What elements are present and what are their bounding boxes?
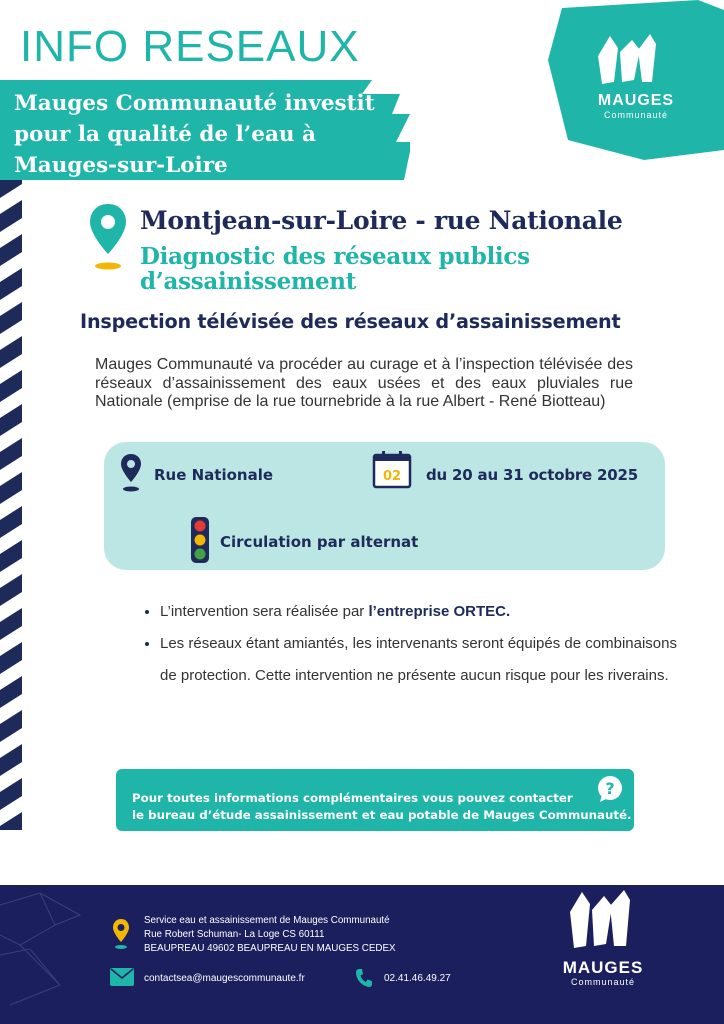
traffic-light-icon [190,516,210,568]
contact-text: Pour toutes informations complémentaires vous pouvez contacter le bureau d’étude assainissement et eau potable de Mauges Communauté. [132,791,632,822]
date-range: du 20 au 31 octobre 2025 [426,466,639,484]
list-item: • L’intervention sera réalisée par l’entreprise ORTEC. [160,596,690,628]
section-title: Montjean-sur-Loire - rue Nationale [140,206,623,235]
location-pin-icon [112,918,130,954]
bullet-list [142,596,690,692]
decorative-stripes [0,180,22,830]
logo-name: MAUGES [597,92,675,109]
phone-icon [355,968,373,992]
footer-address: Service eau et assainissement de Mauges Communauté Rue Robert Schuman- La Loge CS 60111 BEAUPREAU 49602 BEAUPREAU EN MAUGES CEDEX [144,915,396,954]
logo-tagline: Communauté [603,110,669,120]
footer-phone[interactable]: 02.41.46.49.27 [384,973,451,984]
logo-name: MAUGES [562,958,644,977]
mauges-logo-footer [548,888,658,998]
location-pin-icon [88,202,128,276]
list-item: • Les réseaux étant amiantés, les intervenants seront équipés de combinaisons de protection. Cette intervention ne présente aucun risque pour les riverains. [160,628,690,692]
logo-tagline: Communauté [570,977,636,987]
traffic-label: Circulation par alternat [220,533,419,551]
location-pin-icon [120,452,142,498]
mail-icon [110,968,134,990]
calendar-day: 02 [382,469,402,484]
header-subtitle: Mauges Communauté investit pour la qualité de l’eau à Mauges-sur-Loire [14,91,375,178]
mauges-logo-header [548,0,724,160]
svg-text:?: ? [605,779,615,798]
section-subtitle: Diagnostic des réseaux publics d’assainissement [140,243,530,295]
question-bubble-icon [596,775,624,807]
mauges-logo-icon [570,890,630,948]
location-label: Rue Nationale [154,466,274,484]
inspection-heading: Inspection télévisée des réseaux d’assainissement [80,310,621,333]
page-title: INFO RESEAUX [20,22,360,71]
calendar-icon [372,450,412,494]
intro-paragraph: Mauges Communauté va procéder au curage et à l’inspection télévisée des réseaux d’assainissement des eaux usées et des eaux pluviales rue Nationale (emprise de la rue tournebride à la rue Albert - René Biotteau) [95,356,633,410]
footer-email[interactable]: contactsea@maugescommunaute.fr [144,973,305,984]
